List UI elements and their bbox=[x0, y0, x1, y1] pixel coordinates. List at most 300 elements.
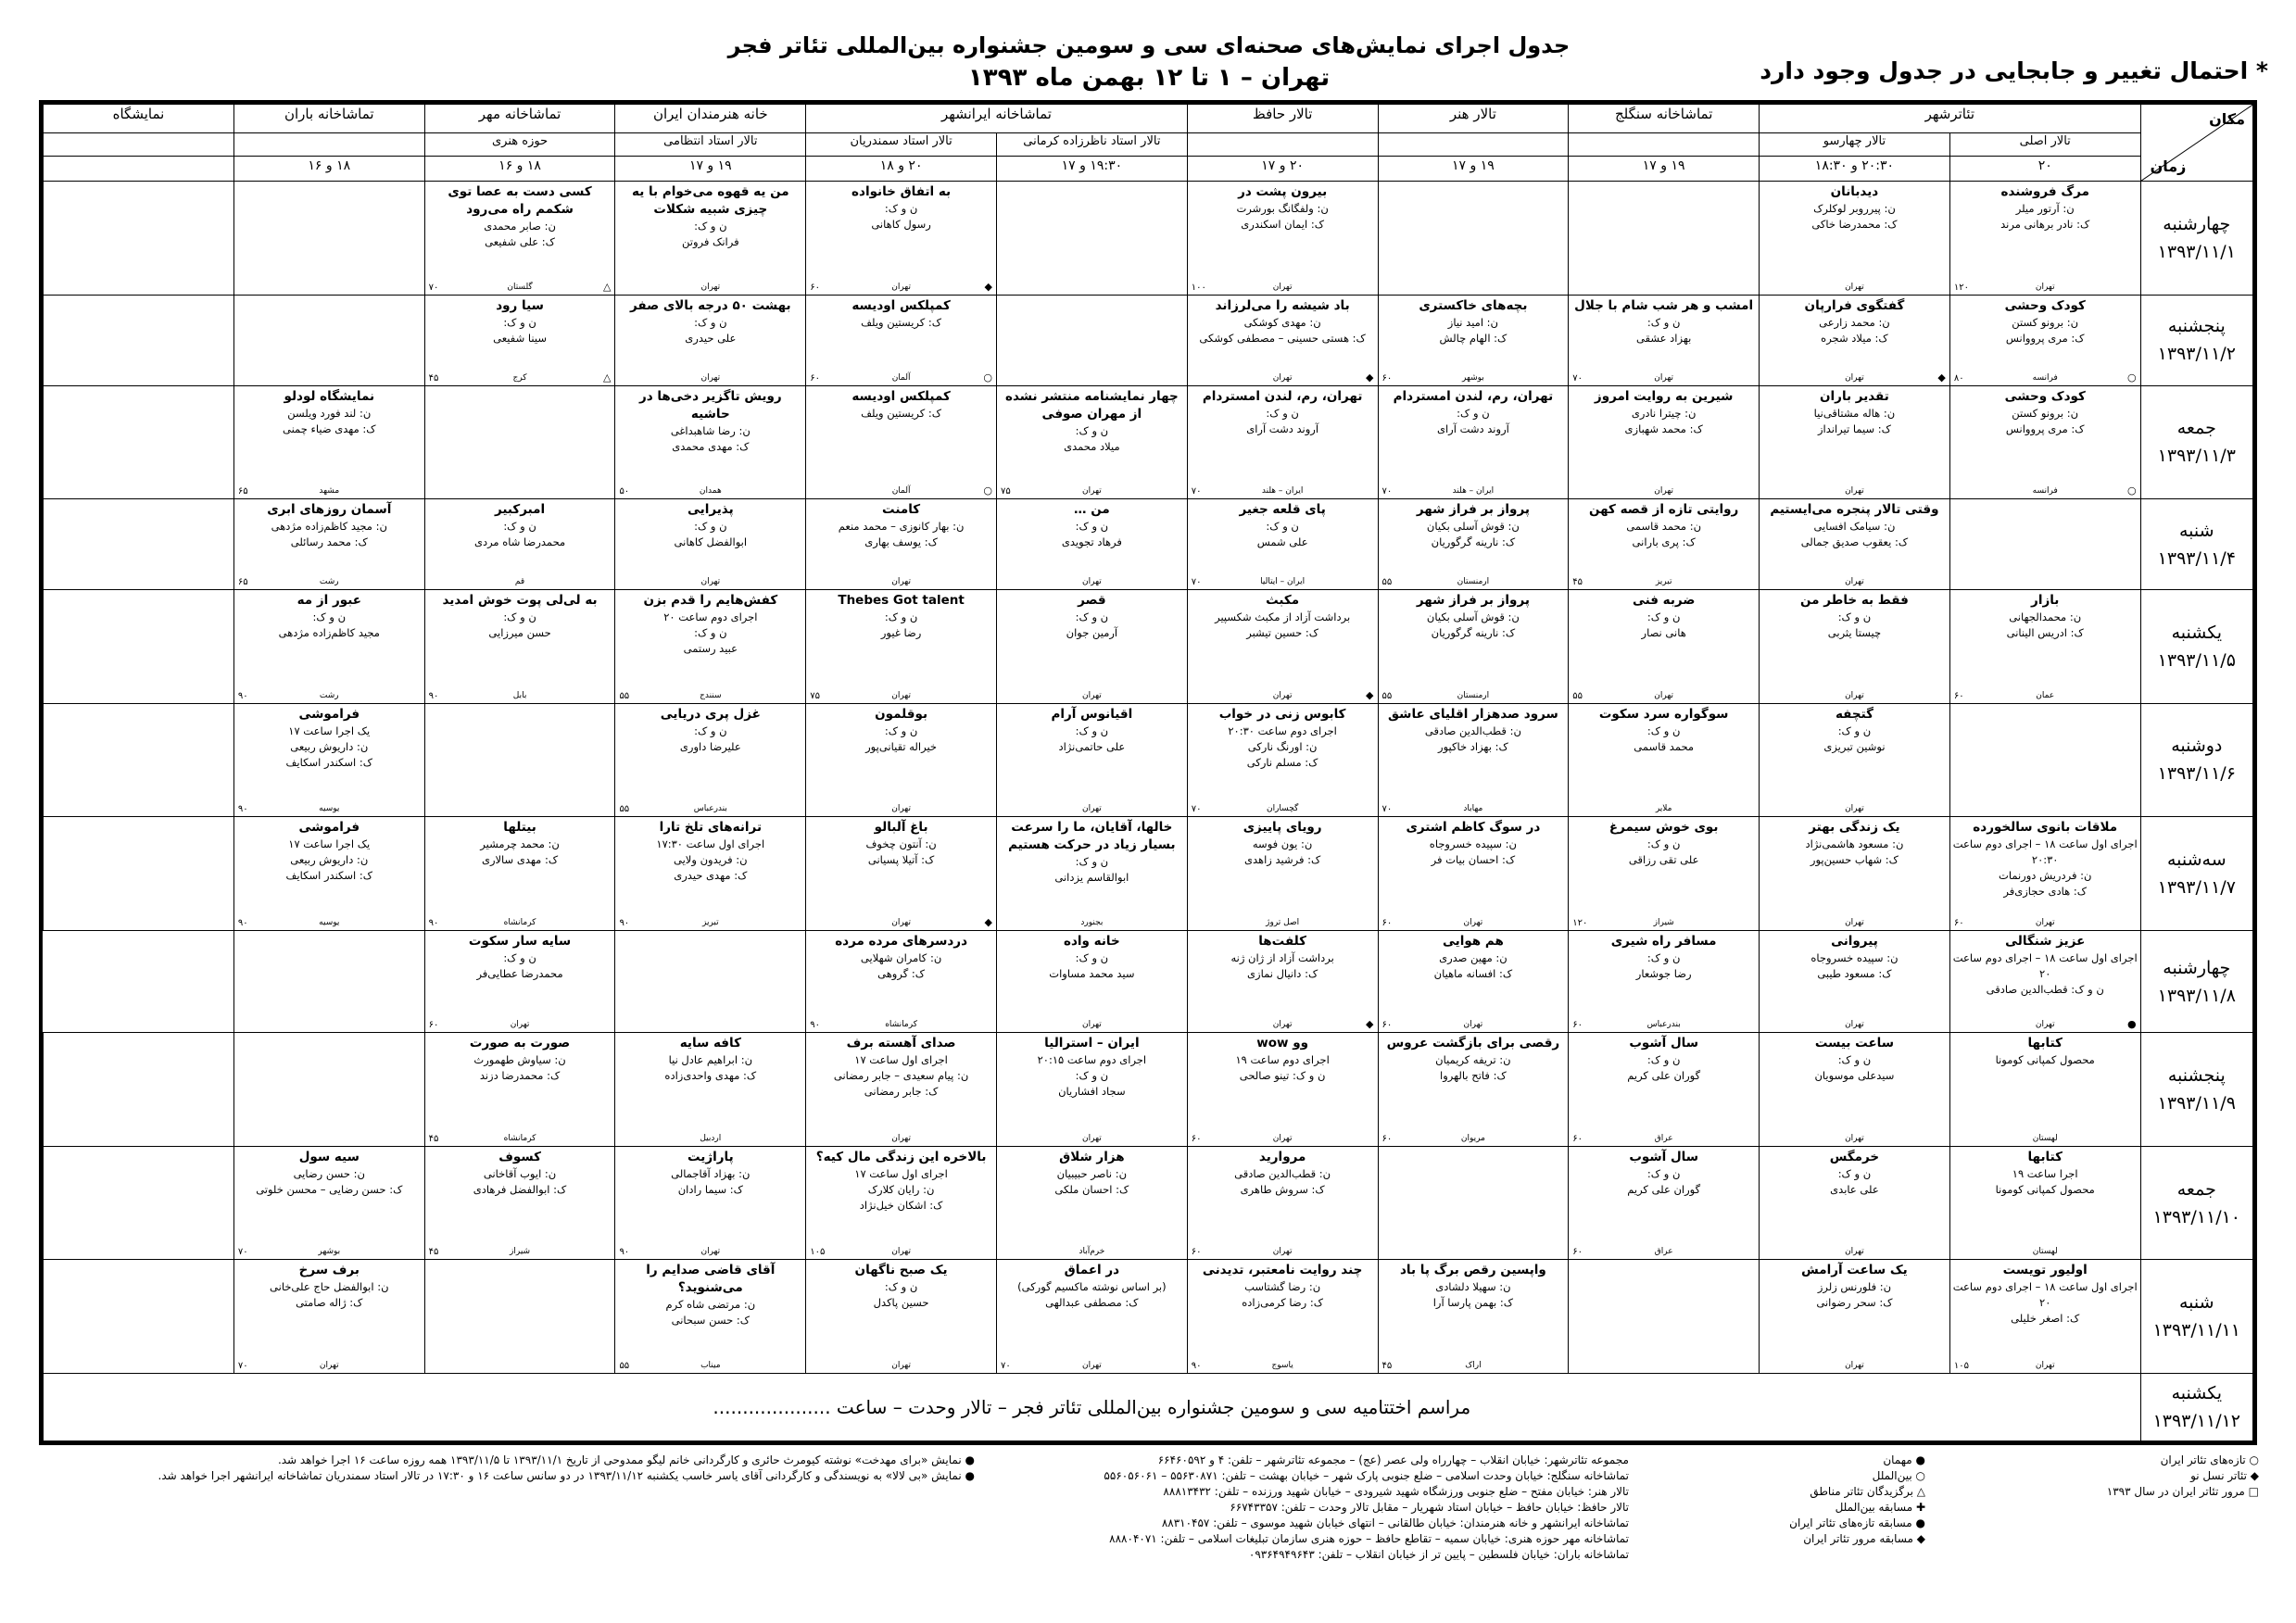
show-city: کرمانشاه bbox=[503, 917, 536, 927]
show-cell bbox=[806, 703, 997, 817]
show-cell bbox=[233, 1033, 424, 1147]
show-director: محمدرضا عطایی‌فر bbox=[476, 966, 563, 980]
day-cell bbox=[2140, 703, 2252, 817]
show-author: ن و ک: bbox=[1837, 1166, 1872, 1180]
section-marker-icon: ◆ bbox=[1937, 371, 1946, 384]
show-duration: ۵۵ bbox=[619, 1361, 630, 1372]
show-city: تهران bbox=[1082, 1020, 1102, 1030]
show-title: بوقلمون bbox=[875, 706, 928, 722]
show-cell bbox=[233, 295, 424, 385]
show-note: برداشت آزاد از مکبث شکسپیر bbox=[1215, 610, 1351, 623]
show-cell bbox=[1569, 703, 1760, 817]
show-duration: ۶۵ bbox=[237, 576, 248, 587]
day-row bbox=[44, 1374, 2253, 1441]
section-marker-icon: ◆ bbox=[984, 915, 992, 928]
show-city: اصل تروژ bbox=[1266, 917, 1300, 927]
show-director: محمدرضا شاه مردی bbox=[473, 535, 566, 549]
show-author: ن: سهیلا دلشادی bbox=[1435, 1280, 1511, 1294]
show-author: ن و ک: bbox=[1646, 723, 1681, 737]
show-city: تهران bbox=[1654, 486, 1674, 497]
address-line: تماشاخانه باران: خیابان فلسطین – پایین تر از خیابان انقلاب – تلفن: ۰۹۳۶۴۹۴۹۶۴۳ bbox=[1248, 1548, 1629, 1561]
show-title: رویای پاییزی bbox=[1243, 820, 1322, 836]
show-city: ایران – هلند bbox=[1261, 486, 1304, 497]
show-author: ن و ک: bbox=[1075, 610, 1109, 623]
show-cell bbox=[1378, 1146, 1569, 1260]
show-city: بندرعباس bbox=[1646, 1020, 1681, 1030]
footnote: ● نمایش «برای مهدخت» نوشته کیومرث حائری و کارگردانی خانم لیگو ممدوحی از تاریخ ۱۳۹۳/۱۱/۱ تا ۱۳۹۳/۱۱/۵ همه روزه ساعت ۱۶ اجرا خواهد شد. bbox=[277, 1453, 975, 1466]
show-duration: ۷۰ bbox=[237, 1247, 248, 1258]
show-author: ن و ک: bbox=[1837, 610, 1872, 623]
show-author: ن و ک: bbox=[1646, 1166, 1681, 1180]
show-author: ن: امید نیاز bbox=[1447, 315, 1499, 329]
venue-header: تماشاخانه باران bbox=[233, 105, 424, 133]
show-city: آلمان bbox=[891, 372, 911, 383]
show-cell bbox=[1378, 817, 1569, 931]
show-city: مشهد bbox=[319, 486, 340, 497]
show-cell bbox=[1569, 930, 1760, 1032]
day-name: دوشنبه bbox=[2171, 736, 2223, 757]
show-author: ن و ک: bbox=[694, 723, 727, 737]
show-director: رضا غیور bbox=[880, 625, 922, 639]
show-cell bbox=[233, 1260, 424, 1374]
show-duration: ۴۵ bbox=[428, 1133, 439, 1144]
show-author: محصول کمپانی کومونا bbox=[1995, 1182, 2095, 1196]
show-director: فرانک فروتن bbox=[682, 235, 739, 249]
showtime-header: ۲۰:۳۰ و ۱۸:۳۰ bbox=[1760, 157, 1950, 182]
show-duration: ۹۰ bbox=[619, 1247, 630, 1258]
show-director: چیستا یثربی bbox=[1827, 625, 1882, 639]
show-cell bbox=[1569, 1260, 1760, 1374]
show-note: اجرای دوم ساعت ۱۹ bbox=[1235, 1053, 1330, 1067]
show-city: یوسیه bbox=[319, 804, 340, 814]
show-title: ساعت بیست bbox=[1814, 1036, 1895, 1051]
show-title: ضربه فنی bbox=[1632, 592, 1696, 608]
show-author: ن و ک: bbox=[1075, 520, 1109, 534]
show-title: اقیانوس آرام bbox=[1051, 706, 1133, 722]
hall-subheader: تالار استاد سمندریان bbox=[806, 133, 997, 157]
show-cell bbox=[424, 385, 615, 499]
show-title: دردسرهای مرده مرده bbox=[835, 933, 967, 949]
show-author: ن: داریوش ربیعی bbox=[290, 853, 369, 867]
show-director: ک: رضا کرمی‌زاده bbox=[1242, 1296, 1324, 1310]
show-cell bbox=[806, 1033, 997, 1147]
day-date: ۱۳۹۳/۱۱/۱۱ bbox=[2152, 1320, 2241, 1341]
day-row bbox=[44, 703, 2253, 817]
show-director: ک: بهمن پارسا آرا bbox=[1432, 1296, 1514, 1310]
corner-cell bbox=[2140, 105, 2252, 182]
show-title: سوگواره سرد سکوت bbox=[1598, 706, 1729, 722]
show-duration: ۶۰ bbox=[1381, 372, 1393, 384]
show-author: ن: مسعود هاشمی‌نژاد bbox=[1805, 837, 1904, 851]
show-city: تهران bbox=[891, 1133, 911, 1143]
show-city: تهران bbox=[1654, 372, 1674, 383]
show-cell bbox=[1760, 182, 1950, 296]
show-duration: ۵۵ bbox=[1381, 690, 1393, 701]
day-name: سه‌شنبه bbox=[2166, 849, 2227, 871]
show-title: صورت به صورت bbox=[469, 1036, 571, 1051]
show-title: آقای قاضی صدایم را می‌شنوید؟ bbox=[646, 1263, 776, 1296]
show-title: کودک وحشی bbox=[2004, 388, 2086, 404]
show-note: (بر اساس نوشته ماکسیم گورکی) bbox=[1017, 1280, 1167, 1294]
show-title: کتابها bbox=[2027, 1149, 2063, 1164]
show-title: فراموشی bbox=[298, 820, 360, 836]
show-author: ن و ک: bbox=[1837, 723, 1872, 737]
corner-time-label: زمان bbox=[2150, 157, 2187, 176]
show-director: سینا شفیعی bbox=[493, 331, 547, 345]
show-duration: ۱۲۰ bbox=[1572, 917, 1588, 928]
show-author: ن و ک: bbox=[1075, 950, 1109, 964]
venue-header: خانه هنرمندان ایران bbox=[615, 105, 806, 133]
show-director: ک: احسان بیات فر bbox=[1431, 853, 1516, 867]
show-author: ن و ک: bbox=[312, 610, 347, 623]
show-title: دیدبانان bbox=[1830, 184, 1879, 200]
address-line: تماشاخانه مهر حوزه هنری: خیابان سمیه – تقاطع حافظ – حوزه هنری سازمان تبلیغات اسلامی – تلفن: ۸۸۸۰۴۰۷۱ bbox=[1109, 1532, 1629, 1545]
show-director: ک: هستی حسینی – مصطفی کوشکی bbox=[1199, 331, 1366, 345]
show-city: مریوان bbox=[1460, 1133, 1485, 1143]
show-title: کامنت bbox=[882, 502, 921, 518]
show-cell bbox=[1187, 930, 1378, 1032]
show-title: کابوس زنی در خواب bbox=[1218, 706, 1346, 722]
show-title: هم هوایی bbox=[1442, 933, 1504, 949]
day-cell bbox=[2140, 589, 2252, 703]
show-cell bbox=[44, 703, 234, 817]
page-subtitle: تهران – ۱ تا ۱۲ بهمن ماه ۱۳۹۳ bbox=[967, 64, 1331, 92]
show-director: ک: پری بارانی bbox=[1632, 535, 1696, 549]
show-title: قصر bbox=[1078, 592, 1106, 608]
show-city: بوشهر bbox=[1461, 372, 1484, 383]
show-city: تهران bbox=[1082, 1361, 1102, 1371]
show-cell bbox=[1187, 1260, 1378, 1374]
page-header bbox=[649, 30, 1649, 94]
show-cell bbox=[1187, 817, 1378, 931]
show-title: امبرکبیر bbox=[494, 502, 546, 518]
show-author: ن و ک: bbox=[503, 610, 536, 623]
show-title: به اتفاق خانواده bbox=[852, 184, 952, 200]
show-city: تهران bbox=[1845, 1020, 1864, 1030]
show-city: تهران bbox=[1845, 1361, 1864, 1371]
show-cell bbox=[1187, 1033, 1378, 1147]
show-director: آروند دشت آرای bbox=[1436, 421, 1509, 435]
show-cell bbox=[996, 817, 1187, 931]
show-author: ن: کامران شهلایی bbox=[860, 950, 942, 964]
show-cell bbox=[615, 1146, 806, 1260]
show-author: ن و ک: bbox=[884, 1280, 918, 1294]
address-line: تالار حافظ: خیابان حافظ – خیابان استاد شهریار – مقابل تالار وحدت – تلفن: ۶۶۷۴۳۳۵۷ bbox=[1230, 1501, 1629, 1514]
show-title: وقتی تالار پنجره می‌ایستیم bbox=[1770, 502, 1939, 518]
show-cell bbox=[1187, 385, 1378, 499]
venue-header: تالار هنر bbox=[1378, 105, 1569, 133]
venue-addresses bbox=[1091, 1453, 1629, 1563]
show-cell bbox=[996, 182, 1187, 296]
legend-item: ● مهمان bbox=[1883, 1453, 1925, 1466]
show-city: ایران – ایتالیا bbox=[1260, 576, 1306, 586]
show-title: خانه واده bbox=[1064, 933, 1120, 949]
show-city: تهران bbox=[1272, 372, 1293, 383]
show-title: بازار bbox=[2031, 592, 2060, 608]
hall-subheader: تالار استاد انتظامی bbox=[615, 133, 806, 157]
show-author: ن: محمدالجهانی bbox=[2009, 610, 2082, 623]
show-title: خرمگس bbox=[1829, 1149, 1880, 1164]
show-director: ک: جابر رمضانی bbox=[864, 1085, 939, 1099]
show-duration: ۵۵ bbox=[1572, 690, 1583, 701]
show-duration: ۷۰ bbox=[1191, 804, 1202, 815]
show-cell bbox=[424, 1033, 615, 1147]
show-author: ک: حسین تیشبر bbox=[1246, 625, 1319, 639]
show-director: مجید کاظم‌زاده مژدهی bbox=[278, 625, 380, 639]
show-title: پای قلعه جغیر bbox=[1239, 502, 1326, 518]
day-cell bbox=[2140, 295, 2252, 385]
show-director: هانی نصار bbox=[1641, 625, 1686, 639]
show-title: سایه سار سکوت bbox=[468, 933, 572, 949]
hall-subheader bbox=[1569, 133, 1760, 157]
show-author: ن: داریوش ربیعی bbox=[290, 739, 369, 753]
showtime-header: ۱۹:۳۰ و ۱۷ bbox=[996, 157, 1187, 182]
venue-header: تماشاخانه مهر bbox=[424, 105, 615, 133]
show-director: محمد قاسمی bbox=[1634, 739, 1695, 753]
section-marker-icon: △ bbox=[602, 280, 612, 293]
show-author: ن و ک: bbox=[1837, 1053, 1872, 1067]
day-name: یکشنبه bbox=[2171, 1383, 2222, 1404]
change-notice: * احتمال تغییر و جابجایی در جدول وجود دارد bbox=[1760, 57, 2268, 84]
day-row bbox=[44, 1033, 2253, 1147]
show-author: ن و ک: bbox=[694, 220, 727, 233]
show-cell bbox=[996, 930, 1187, 1032]
show-duration: ۶۰ bbox=[810, 282, 820, 293]
show-title: آسمان روزهای ابری bbox=[267, 502, 392, 518]
show-author: ک: مصطفی عبدالهی bbox=[1045, 1296, 1139, 1310]
venue-header: تالار حافظ bbox=[1187, 105, 1378, 133]
showtime-header: ۱۸ و ۱۶ bbox=[424, 157, 615, 182]
show-duration: ۴۵ bbox=[428, 1247, 439, 1258]
show-director: ک: مسلم نارکی bbox=[1246, 755, 1318, 769]
show-title: سیه سول bbox=[298, 1149, 360, 1164]
show-author: ن و ک: bbox=[1075, 855, 1109, 869]
show-city: بوشهر bbox=[318, 1247, 341, 1257]
showtime-header: ۱۸ و ۱۶ bbox=[233, 157, 424, 182]
show-director: ک: ابوالفضل فرهادی bbox=[473, 1182, 567, 1196]
footnotes bbox=[39, 1453, 975, 1484]
legend-item: ○ بین‌الملل bbox=[1872, 1469, 1925, 1482]
show-duration: ۹۰ bbox=[619, 917, 630, 928]
show-director: ک: مری پرووانس bbox=[2005, 421, 2085, 435]
show-duration: ۹۰ bbox=[237, 804, 248, 815]
show-director: ک: یوسف بهاری bbox=[864, 535, 938, 549]
address-line: تماشاخانه ایرانشهر و خانه هنرمندان: خیابان طالقانی – انتهای خیابان شهید موسوی – تلفن: ۸۸۳۱۰۴۵۷ bbox=[1161, 1516, 1629, 1529]
show-title: تقدیر باران bbox=[1820, 388, 1889, 404]
show-title: پاراژیت bbox=[687, 1149, 734, 1164]
show-duration: ۵۵ bbox=[619, 804, 630, 815]
show-author: ن و ک: bbox=[1075, 723, 1109, 737]
show-title: یک ساعت آرامش bbox=[1801, 1263, 1908, 1278]
show-director: ک: اسکندر اسکایف bbox=[285, 869, 373, 883]
show-director: علی حیدری bbox=[685, 331, 737, 345]
show-title: ترانه‌های تلخ تارا bbox=[659, 820, 763, 836]
show-duration: ۷۰ bbox=[1381, 486, 1393, 497]
show-cell bbox=[615, 703, 806, 817]
show-director: ک: نارینه گرگوریان bbox=[1431, 625, 1516, 639]
show-author: ن: بهار کانوزی – محمد منعم bbox=[838, 520, 965, 534]
show-title: باغ آلبالو bbox=[874, 820, 928, 836]
show-duration: ۷۰ bbox=[1381, 804, 1393, 815]
show-cell bbox=[44, 1146, 234, 1260]
show-cell bbox=[1187, 1146, 1378, 1260]
day-name: شنبه bbox=[2179, 520, 2214, 541]
schedule-table bbox=[43, 104, 2253, 1441]
show-city: تهران bbox=[319, 1361, 339, 1371]
show-cell bbox=[44, 1033, 234, 1147]
show-cell bbox=[1569, 385, 1760, 499]
day-name: پنجشنبه bbox=[2167, 1064, 2226, 1086]
show-cell bbox=[806, 499, 997, 590]
show-note: اجرای اول ساعت ۱۷ bbox=[854, 1166, 948, 1180]
show-title: یک صبح ناگهان bbox=[854, 1263, 948, 1278]
show-cell bbox=[1760, 295, 1950, 385]
section-marker-icon: ◆ bbox=[1366, 1018, 1374, 1031]
show-cell bbox=[1187, 295, 1378, 385]
show-title: پرواز بر فراز شهر bbox=[1416, 502, 1530, 518]
show-cell bbox=[996, 703, 1187, 817]
showtime-header: ۱۹ و ۱۷ bbox=[615, 157, 806, 182]
show-duration: ۷۰ bbox=[1000, 1361, 1011, 1372]
show-duration: ۷۰ bbox=[428, 282, 439, 293]
show-duration: ۵۵ bbox=[619, 690, 630, 701]
show-author: ن: ابوالفضل حاج علی‌خانی bbox=[270, 1280, 389, 1294]
show-cell bbox=[424, 930, 615, 1032]
show-cell bbox=[996, 1260, 1187, 1374]
show-author: ن و ک: bbox=[694, 520, 727, 534]
show-author: ن: مجید کاظم‌زاده مژدهی bbox=[271, 520, 387, 534]
show-city: تهران bbox=[1845, 690, 1864, 700]
show-cell bbox=[1760, 1146, 1950, 1260]
show-cell bbox=[1569, 1033, 1760, 1147]
show-city: تهران bbox=[700, 372, 721, 383]
show-duration: ۷۰ bbox=[1191, 576, 1202, 587]
show-cell bbox=[1949, 499, 2140, 590]
show-author: ن و ک: bbox=[1457, 406, 1490, 420]
legend-item: ● مسابقه تازه‌های تئاتر ایران bbox=[1789, 1516, 1925, 1529]
show-city: تهران bbox=[1082, 1133, 1102, 1143]
show-cell bbox=[1760, 1260, 1950, 1374]
show-director: ک: اسکندر اسکایف bbox=[285, 755, 373, 769]
show-cell bbox=[233, 182, 424, 296]
show-city: تهران bbox=[1845, 917, 1864, 927]
show-cell bbox=[996, 295, 1187, 385]
day-cell bbox=[2140, 930, 2252, 1032]
show-director: ک: آتیلا پسیانی bbox=[867, 853, 935, 867]
show-director: ک: نارینه گرگوریان bbox=[1431, 535, 1516, 549]
show-cell bbox=[44, 499, 234, 590]
show-cell bbox=[1949, 182, 2140, 296]
show-cell bbox=[1378, 1260, 1569, 1374]
show-director: ک: سحر رضوانی bbox=[1816, 1296, 1893, 1310]
show-cell bbox=[1378, 295, 1569, 385]
show-author: ک: کریستین ویلف bbox=[861, 315, 942, 329]
show-note: اجرای دوم ساعت ۲۰:۱۵ bbox=[1037, 1053, 1147, 1067]
show-city: تهران bbox=[1463, 1020, 1483, 1030]
show-city: تهران bbox=[1272, 1020, 1293, 1030]
show-director: ک: فاتح بالهروا bbox=[1440, 1069, 1507, 1083]
show-cell bbox=[1949, 1033, 2140, 1147]
show-city: تهران bbox=[700, 576, 721, 586]
show-city: تهران bbox=[1082, 486, 1102, 497]
show-title: من یه قهوه می‌خوام با یه چیزی شبیه شکلات bbox=[632, 184, 789, 218]
show-cell bbox=[233, 385, 424, 499]
show-director: ک: سیما تیرانداز bbox=[1817, 421, 1891, 435]
show-city: عراق bbox=[1654, 1247, 1673, 1257]
day-date: ۱۳۹۳/۱۱/۱۲ bbox=[2152, 1411, 2241, 1432]
show-duration: ۴۵ bbox=[428, 372, 439, 384]
show-city: ملایر bbox=[1655, 804, 1672, 814]
show-cell bbox=[806, 295, 997, 385]
section-marker-icon: ◆ bbox=[1366, 371, 1374, 384]
show-city: تهران bbox=[1845, 804, 1864, 814]
show-cell bbox=[424, 182, 615, 296]
show-cell bbox=[424, 589, 615, 703]
day-cell bbox=[2140, 499, 2252, 590]
show-title: غزل پری دریایی bbox=[660, 706, 761, 722]
show-duration: ۶۰ bbox=[1572, 1133, 1583, 1144]
day-date: ۱۳۹۳/۱۱/۶ bbox=[2157, 763, 2236, 785]
show-duration: ۶۰ bbox=[428, 1020, 439, 1031]
show-note: اجرای اول ساعت ۱۷:۳۰ bbox=[656, 837, 765, 851]
show-director: ک: محمدرضا دزند bbox=[479, 1069, 561, 1083]
show-author: ن: مرتضی شاه کرم bbox=[665, 1298, 756, 1312]
show-author: ن: آرتور میلر bbox=[2015, 202, 2075, 216]
show-director: ک: سروش طاهری bbox=[1240, 1182, 1325, 1196]
show-city: بندرعباس bbox=[693, 804, 727, 814]
show-title: بهشت ۵۰ درجه بالای صفر bbox=[629, 297, 791, 313]
show-author: ن و ک: bbox=[1075, 423, 1109, 437]
show-author: ن: فلورنس زلرز bbox=[1817, 1280, 1892, 1294]
hall-subheader bbox=[44, 133, 234, 157]
show-title: واپسین رقص برگ پا باد bbox=[1399, 1263, 1546, 1278]
show-city: تهران bbox=[1845, 1247, 1864, 1257]
show-author: ن: پیام سعیدی – جابر رمضانی bbox=[833, 1069, 969, 1083]
show-cell bbox=[1760, 930, 1950, 1032]
show-cell bbox=[996, 499, 1187, 590]
show-title: بیرون پشت در bbox=[1238, 184, 1328, 200]
show-city: شیراز bbox=[1653, 917, 1674, 927]
show-author: ن: ولفگانگ بورشرت bbox=[1236, 202, 1329, 216]
show-author: ن: رضا گشتاسب bbox=[1244, 1280, 1321, 1294]
show-author: ن: لند فورد ویلسن bbox=[287, 406, 372, 420]
show-title: در سوگ کاظم اشتری bbox=[1406, 820, 1541, 836]
show-title: کمپلکس اودیسه bbox=[852, 388, 951, 404]
show-author: ن: هاله مشتاقی‌نیا bbox=[1813, 406, 1896, 420]
show-duration: ۱۰۰ bbox=[1191, 282, 1206, 293]
show-director: ابوالقاسم یزدانی bbox=[1054, 871, 1129, 885]
show-director: ک: مری پرووانس bbox=[2005, 331, 2085, 345]
show-author: ن: محمد قاسمی bbox=[1626, 520, 1702, 534]
legend-item: ✚ مسابقه بین‌الملل bbox=[1835, 1501, 1925, 1514]
show-city: تهران bbox=[891, 282, 911, 292]
show-director: ک: ادریس الینانی bbox=[2006, 625, 2084, 639]
show-cell bbox=[1378, 499, 1569, 590]
show-city: رشت bbox=[319, 690, 339, 700]
section-marker-icon: ◆ bbox=[1366, 688, 1374, 701]
show-city: تهران bbox=[891, 690, 911, 700]
show-director: آرمین جوان bbox=[1066, 625, 1118, 639]
day-name: شنبه bbox=[2179, 1292, 2214, 1314]
show-duration: ۹۰ bbox=[1191, 1361, 1202, 1372]
show-duration: ۵۵ bbox=[1381, 576, 1393, 587]
show-title: باد شیشه را می‌لرزاند bbox=[1215, 297, 1350, 313]
show-cell bbox=[424, 817, 615, 931]
show-cell bbox=[996, 385, 1187, 499]
show-duration: ۴۵ bbox=[1381, 1361, 1393, 1372]
show-title: هزار شلاق bbox=[1059, 1149, 1125, 1164]
show-cell bbox=[806, 589, 997, 703]
